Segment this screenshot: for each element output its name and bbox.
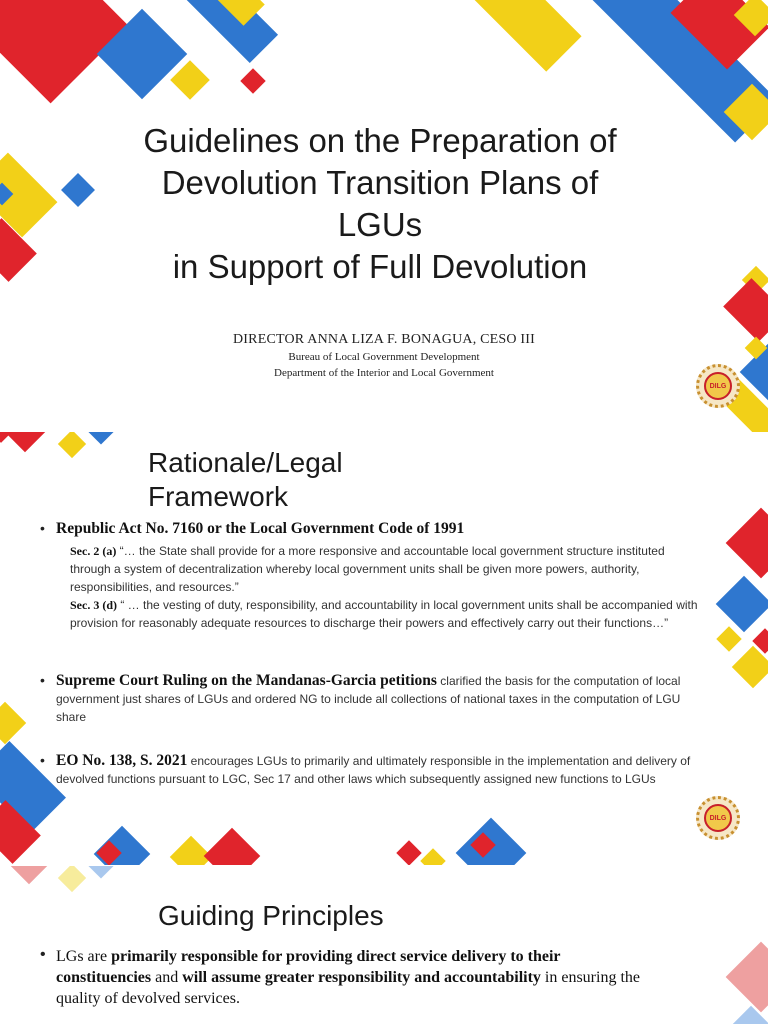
bullet-eo138 <box>40 752 705 788</box>
bullet-title: Republic Act No. 7160 or the Local Government Code of 1991 <box>56 520 465 537</box>
section-heading: Guiding Principles <box>158 900 384 931</box>
decor-pale-blue-triangle <box>85 866 116 879</box>
bullet-text: clarified the basis for the computation of local government just shares of LGUs and ordered NG to include all collections of national taxes in the computation of LGU share <box>56 674 681 724</box>
guiding-principle-paragraph <box>56 946 656 1009</box>
decor-yellow-square <box>58 432 86 458</box>
bullet-text: encourages LGUs to primarily and ultimately responsible in the implementation and delivery of devolved functions pursuant to LGC, Sec 17 and other laws which subsequently assigned new functions to LGUs <box>56 754 691 786</box>
bullet-title: EO No. 138, S. 2021 <box>56 752 188 769</box>
bullet-paragraph <box>56 752 705 788</box>
decor-red-small <box>240 68 265 93</box>
decor-blue-square <box>716 576 768 633</box>
decor-yellow-square <box>716 626 741 651</box>
bullet-ra7160 <box>40 520 705 632</box>
sec2-text: “… the State shall provide for a more responsive and accountable local government structure instituted through a system of decentralization whereby local government units shall be given more powers, authority, responsibilities, and resources.” <box>70 544 665 594</box>
text-segment: in ensuring the quality of devolved services. <box>56 969 640 1007</box>
decor-blue-bar <box>172 0 278 63</box>
decor-yellow-small <box>420 848 445 865</box>
dilg-seal-inner: DILG <box>704 804 732 832</box>
decor-red-square <box>204 828 261 865</box>
bullet-title: Supreme Court Ruling on the Mandanas-Garcia petitions <box>56 672 437 689</box>
decor-yellow-square <box>170 60 210 100</box>
decor-pale-yellow-square <box>58 866 86 892</box>
presenter-name: DIRECTOR ANNA LIZA F. BONAGUA, CESO III <box>233 332 535 347</box>
decor-red-square <box>723 278 768 342</box>
sec3-paragraph <box>70 596 705 632</box>
dilg-seal-logo <box>696 364 740 408</box>
bullet-mandanas <box>40 672 705 726</box>
dilg-seal-inner: DILG <box>704 372 732 400</box>
decor-red-small <box>396 840 421 865</box>
decor-red-square <box>726 508 768 579</box>
bullet-dot: • <box>40 752 45 768</box>
sec3-label: Sec. 3 (d) <box>70 598 117 612</box>
sec2-paragraph <box>70 542 705 596</box>
department-name: Department of the Interior and Local Government <box>274 367 494 379</box>
decor-pink-triangle <box>8 866 50 884</box>
decor-blue-triangle <box>85 432 116 445</box>
section-heading: Rationale/Legal Framework <box>148 447 343 512</box>
text-bold-segment: primarily responsible for providing direct service delivery to their constituencies <box>56 948 561 986</box>
dilg-seal-logo <box>696 796 740 840</box>
slide-rationale <box>0 432 768 865</box>
sec2-label: Sec. 2 (a) <box>70 544 117 558</box>
slide-guiding-principles <box>0 866 768 1024</box>
decor-red-triangle <box>4 432 46 452</box>
bullet-paragraph <box>56 672 705 726</box>
sec3-text: “ … the vesting of duty, responsibility, and accountability in local government units shall be accompanied with provision for reasonably adequate resources to discharge their powers and effectively carry out their functions…” <box>70 598 698 630</box>
text-bold-segment: will assume greater responsibility and accountability <box>182 969 541 986</box>
bullet-dot: • <box>40 946 46 963</box>
decor-pink-square <box>726 942 768 1013</box>
presentation-title: Guidelines on the Preparation of Devolution Transition Plans of LGUs in Support of Full Devolution <box>143 122 617 285</box>
decor-yellow-square <box>170 836 212 865</box>
bureau-name: Bureau of Local Government Development <box>288 351 480 363</box>
text-segment: and <box>151 969 183 986</box>
bullet-dot: • <box>40 520 45 536</box>
slide-title <box>0 0 768 432</box>
bullet-dot: • <box>40 672 45 688</box>
decor-yellow-square <box>0 702 26 744</box>
text-segment: LGs are <box>56 948 112 965</box>
decor-yellow-bar <box>468 0 581 72</box>
